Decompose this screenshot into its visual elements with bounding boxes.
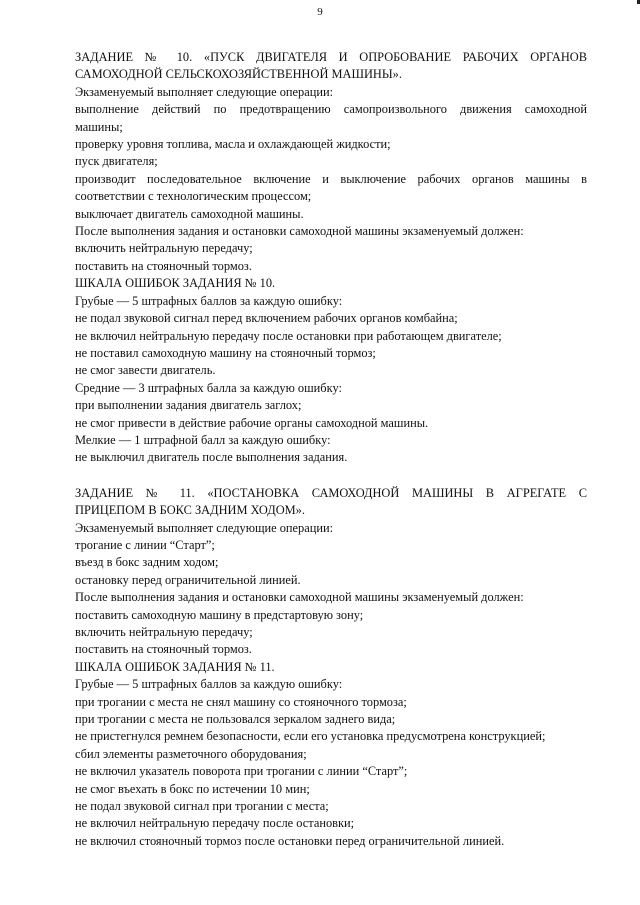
task11-line: трогание с линии “Старт”; (75, 537, 215, 552)
task11-error-scale-title: ШКАЛА ОШИБОК ЗАДАНИЯ № 11. (75, 659, 275, 674)
page-number: 9 (317, 6, 323, 18)
task11-line: не смог въехать в бокс по истечении 10 мин; (75, 781, 310, 796)
task11-line: въезд в бокс задним ходом; (75, 555, 219, 570)
task11-line: поставить самоходную машину в предстартовую зону; (75, 607, 364, 622)
task11-heading-line2: ПРИЦЕПОМ В БОКС ЗАДНИМ ХОДОМ». (75, 503, 305, 518)
task10-line: производит последовательное включение и выключение рабочих органов машины в (75, 171, 587, 186)
task11-line: не подал звуковой сигнал при трогании с места; (75, 799, 329, 814)
task10-line: при выполнении задания двигатель заглох; (75, 398, 302, 413)
section-gap (75, 467, 587, 485)
document-body (75, 49, 587, 850)
task11-line: при трогании с места не пользовался зеркалом заднего вида; (75, 712, 396, 727)
task10-line: не включил нейтральную передачу после остановки при работающем двигателе; (75, 328, 502, 343)
task10-line: не смог завести двигатель. (75, 363, 216, 378)
task10-line: Экзаменуемый выполняет следующие операции: (75, 84, 334, 99)
task10-line: Грубые — 5 штрафных баллов за каждую ошибку: (75, 293, 343, 308)
task11-line: После выполнения задания и остановки самоходной машины экзаменуемый должен: (75, 590, 524, 605)
task10-line: включить нейтральную передачу; (75, 241, 253, 256)
task11-heading-line1: ЗАДАНИЕ № 11. «ПОСТАНОВКА САМОХОДНОЙ МАШИНЫ В АГРЕГАТЕ С (75, 485, 587, 500)
task11-line: не включил нейтральную передачу после остановки; (75, 816, 355, 831)
task10-line: не подал звуковой сигнал перед включением рабочих органов комбайна; (75, 311, 458, 326)
task11-line: не включил указатель поворота при трогании с линии “Старт”; (75, 764, 408, 779)
task10-line: поставить на стояночный тормоз. (75, 258, 252, 273)
task10-line: Мелкие — 1 штрафной балл за каждую ошибку: (75, 432, 331, 447)
task11-line: сбил элементы разметочного оборудования; (75, 746, 307, 761)
task11-line: Экзаменуемый выполняет следующие операции: (75, 520, 334, 535)
task11-line: Грубые — 5 штрафных баллов за каждую ошибку: (75, 677, 343, 692)
task11-line: не пристегнулся ремнем безопасности, если его установка предусмотрена конструкцией; (75, 729, 546, 744)
task11-line: включить нейтральную передачу; (75, 625, 253, 639)
task10-line: выключает двигатель самоходной машины. (75, 206, 304, 221)
task10-heading-line2: САМОХОДНОЙ СЕЛЬСКОХОЗЯЙСТВЕННОЙ МАШИНЫ». (75, 67, 402, 82)
task11-line: поставить на стояночный тормоз. (75, 642, 252, 657)
task10-line: выполнение действий по предотвращению самопроизвольного движения самоходной (75, 102, 587, 117)
task10-error-scale-title: ШКАЛА ОШИБОК ЗАДАНИЯ № 10. (75, 276, 276, 291)
task10-line: не выключил двигатель после выполнения задания. (75, 450, 348, 465)
task11-line: не включил стояночный тормоз после остановки перед ограничительной линией. (75, 833, 505, 848)
task10-line: проверку уровня топлива, масла и охлаждающей жидкости; (75, 137, 391, 152)
task10-line: машины; (75, 119, 123, 134)
task10-line: пуск двигателя; (75, 154, 158, 169)
task10-line: не смог привести в действие рабочие органы самоходной машины. (75, 415, 429, 430)
task10-line: После выполнения задания и остановки самоходной машины экзаменуемый должен: (75, 224, 524, 239)
task10-line: соответствии с технологическим процессом; (75, 189, 312, 204)
task10-heading-line1: ЗАДАНИЕ № 10. «ПУСК ДВИГАТЕЛЯ И ОПРОБОВАНИЕ РАБОЧИХ ОРГАНОВ (75, 50, 587, 64)
task11-line: при трогании с места не снял машину со стояночного тормоза; (75, 694, 407, 709)
task10-line: Средние — 3 штрафных балла за каждую ошибку: (75, 380, 342, 395)
task11-line: остановку перед ограничительной линией. (75, 572, 301, 587)
task10-line: не поставил самоходную машину на стояночный тормоз; (75, 345, 376, 360)
